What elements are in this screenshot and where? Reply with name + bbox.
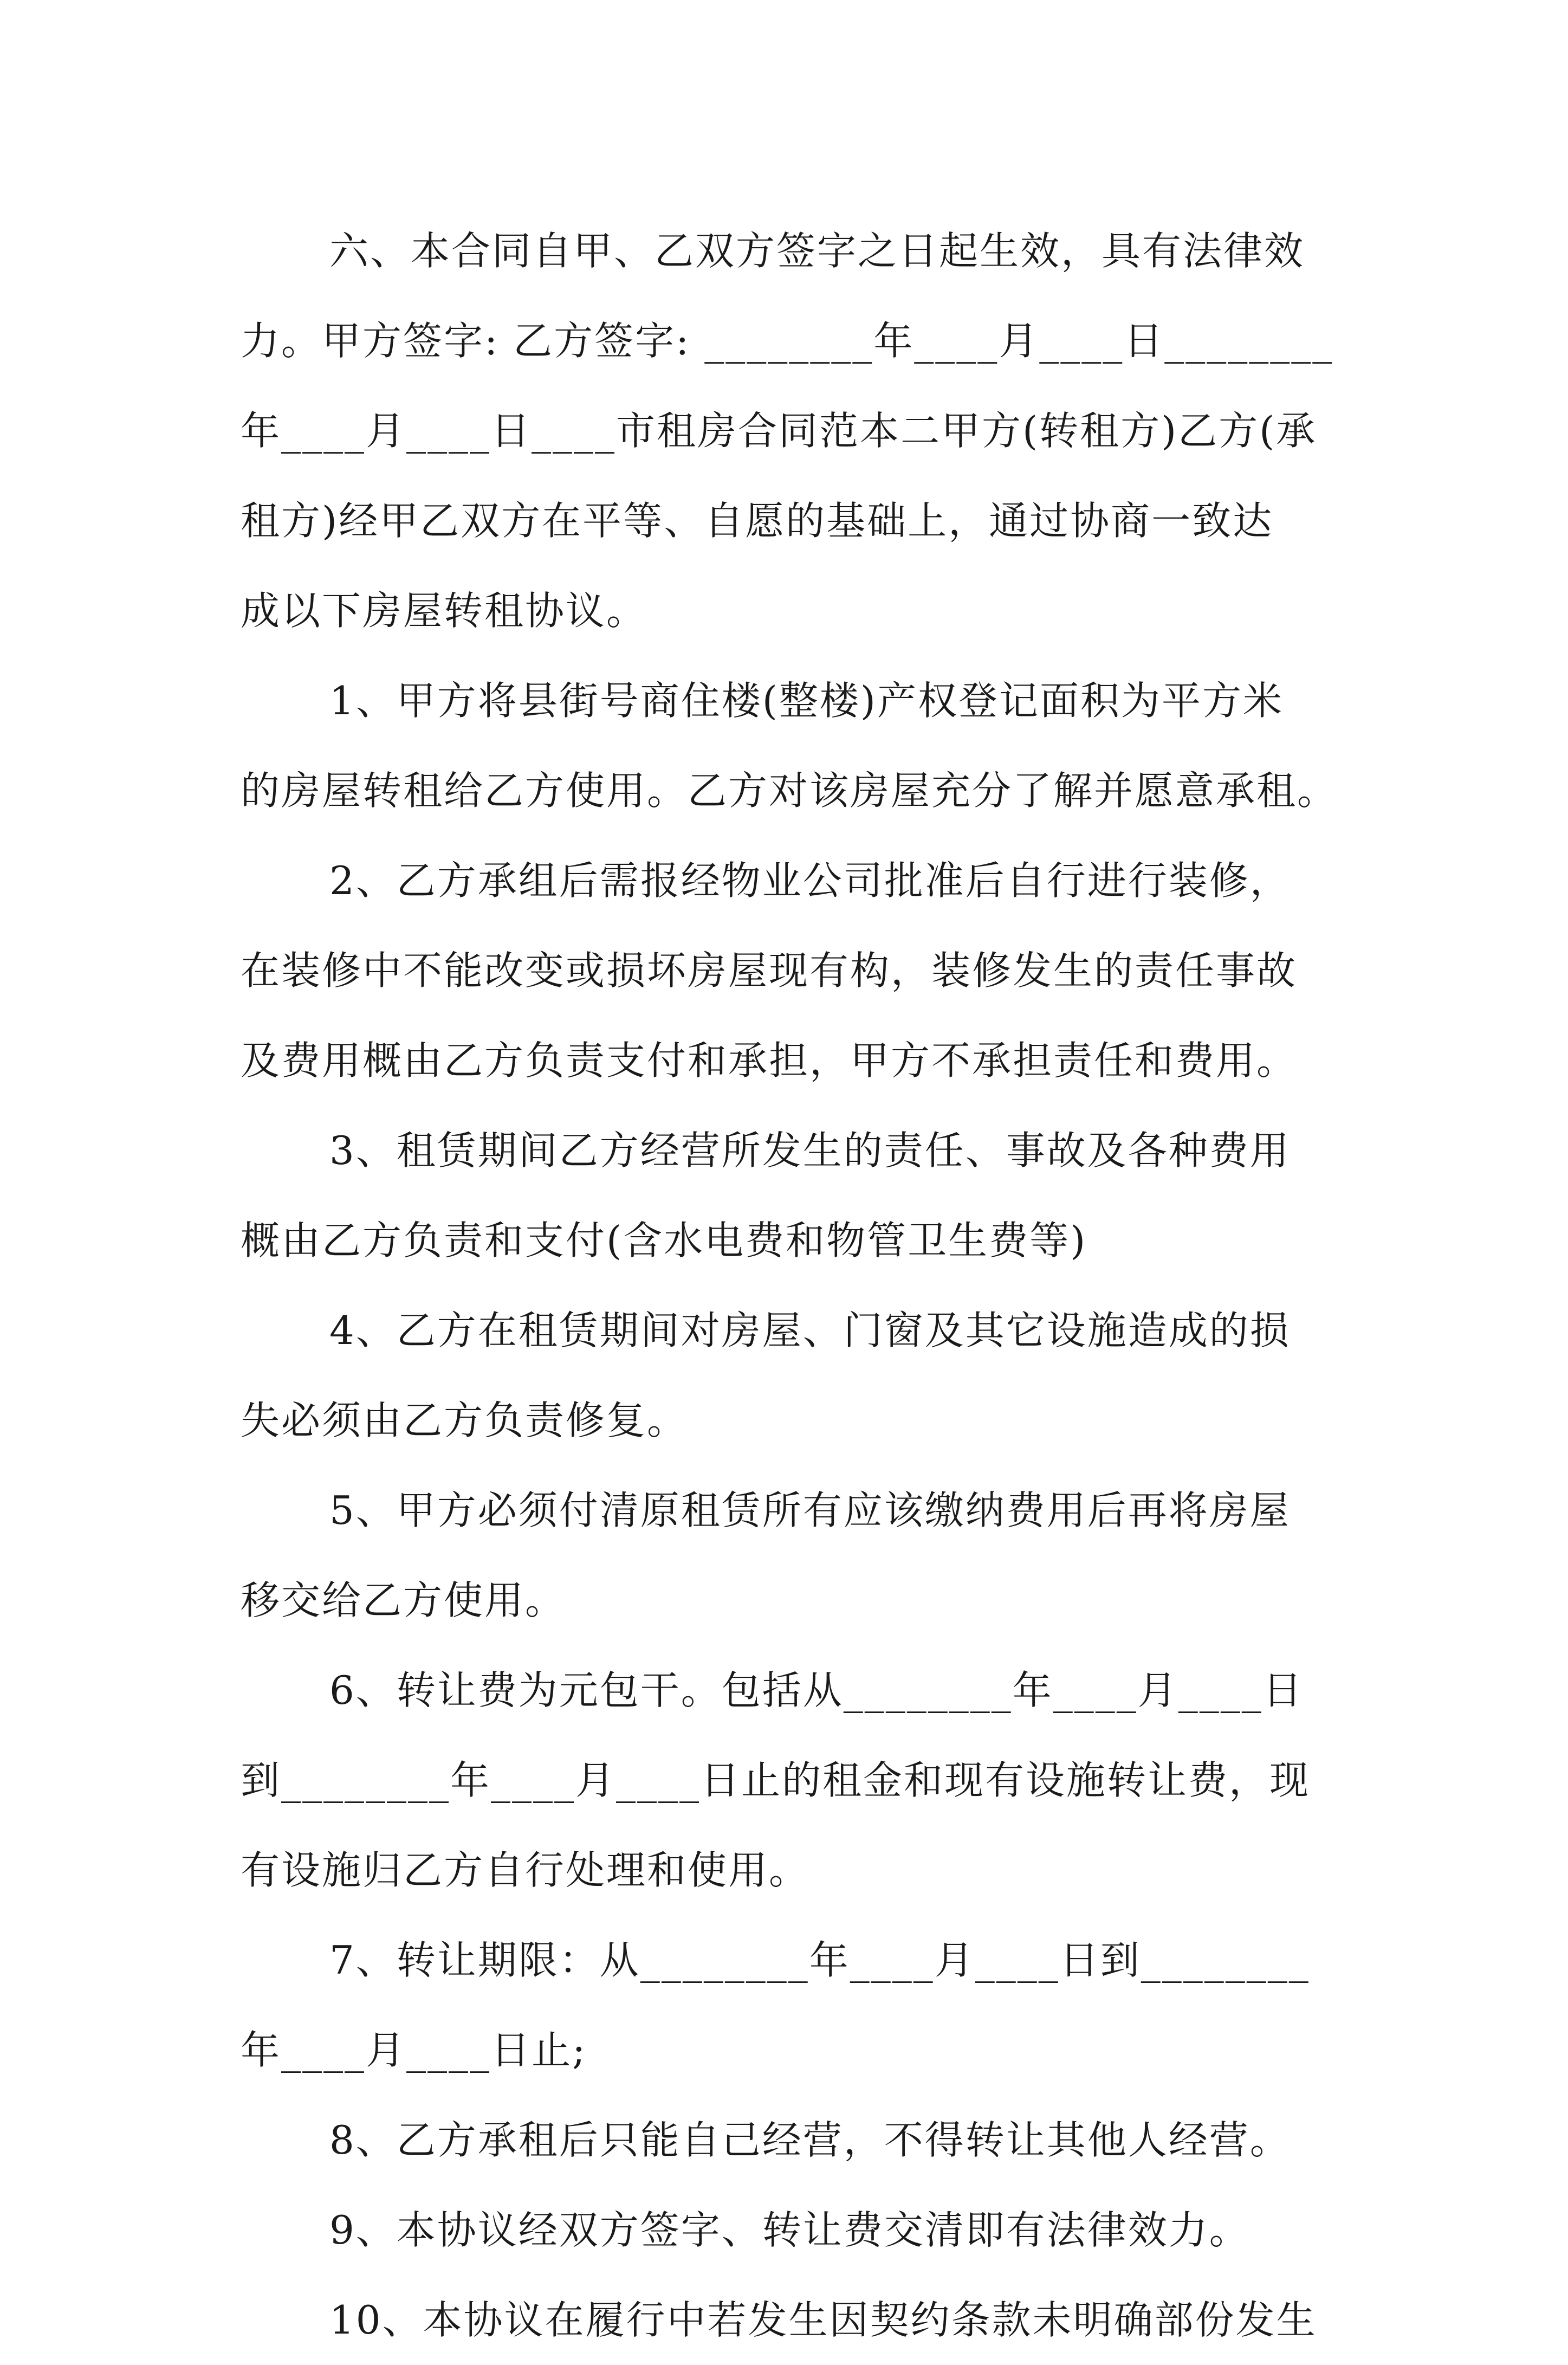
- text-line: 失必须由乙方负责修复。: [241, 1398, 688, 1443]
- text-line: 3、租赁期间乙方经营所发生的责任、事故及各种费用: [329, 1128, 1291, 1173]
- text-line: 年____月____日____市租房合同范本二甲方(转租方)乙方(承: [241, 408, 1317, 454]
- text-line: 及费用概由乙方负责支付和承担，甲方不承担责任和费用。: [241, 1038, 1298, 1083]
- text-line: 有设施归乙方自行处理和使用。: [241, 1847, 810, 1893]
- text-line: 8、乙方承租后只能自己经营，不得转让其他人经营。: [329, 2117, 1291, 2163]
- text-line: 7、转让期限：从________年____月____日到________: [329, 1937, 1310, 1983]
- text-line: 10、本协议在履行中若发生因契约条款未明确部份发生: [329, 2297, 1317, 2343]
- text-line: 成以下房屋转租协议。: [241, 588, 647, 634]
- document-body: [241, 206, 1368, 2365]
- text-line: 移交给乙方使用。: [241, 1578, 566, 1623]
- text-line: 9、本协议经双方签字、转让费交清即有法律效力。: [329, 2207, 1250, 2253]
- text-line: 租方)经甲乙双方在平等、自愿的基础上，通过协商一致达: [241, 498, 1274, 544]
- text-line: 5、甲方必须付清原租赁所有应该缴纳费用后再将房屋: [329, 1488, 1291, 1533]
- text-line: 在装修中不能改变或损坏房屋现有构，装修发生的责任事故: [241, 948, 1298, 993]
- text-line: 概由乙方负责和支付(含水电费和物管卫生费等): [241, 1218, 1087, 1263]
- text-line: 1、甲方将县街号商住楼(整楼)产权登记面积为平方米: [329, 678, 1284, 723]
- text-line: 的房屋转租给乙方使用。乙方对该房屋充分了解并愿意承租。: [241, 768, 1338, 813]
- text-line: 2、乙方承组后需报经物业公司批准后自行进行装修，: [329, 858, 1291, 903]
- text-line: 力。甲方签字: 乙方签字: ________年____月____日________: [241, 318, 1334, 364]
- text-line: 六、本合同自甲、乙双方签字之日起生效，具有法律效: [329, 228, 1305, 274]
- text-line: 6、转让费为元包干。包括从________年____月____日: [329, 1668, 1304, 1713]
- text-line: 年____月____日止;: [241, 2027, 587, 2073]
- text-line: 4、乙方在租赁期间对房屋、门窗及其它设施造成的损: [329, 1308, 1291, 1353]
- text-line: 到________年____月____日止的租金和现有设施转让费，现: [241, 1757, 1311, 1803]
